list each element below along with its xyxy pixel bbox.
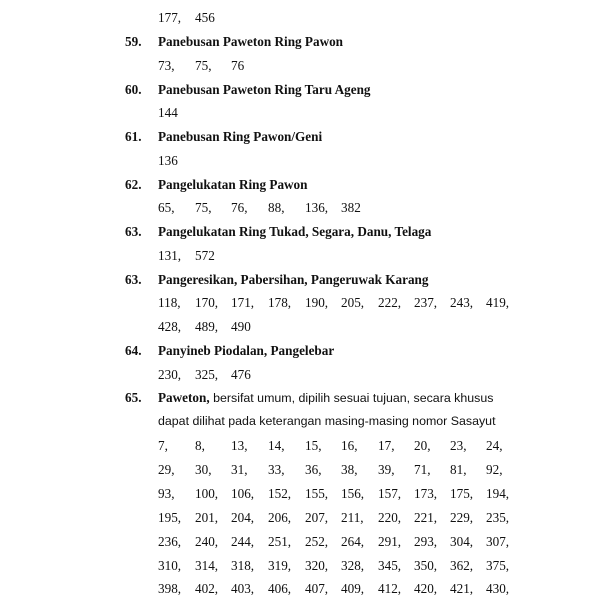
page-number: 195,	[158, 510, 182, 525]
page-number: 173,	[414, 486, 438, 501]
page-number: 421,	[450, 581, 474, 596]
page-number: 144	[158, 105, 178, 120]
entry-title	[158, 177, 308, 193]
entry-title-text: Panebusan Paweton Ring Pawon	[158, 34, 344, 49]
page-number: 572	[195, 248, 215, 263]
page-number: 314,	[195, 558, 219, 573]
page-number: 318,	[231, 558, 255, 573]
page-number: 456	[195, 10, 215, 25]
page-number: 30,	[195, 462, 212, 477]
page-number: 419,	[486, 295, 510, 310]
entry-title	[158, 82, 371, 98]
page-number: 207,	[305, 510, 329, 525]
entry-title	[158, 129, 322, 145]
page-number: 489,	[195, 319, 219, 334]
page-number: 229,	[450, 510, 474, 525]
page-number: 407,	[305, 581, 329, 596]
entry-number: 59.	[125, 34, 142, 49]
page-number: 328,	[341, 558, 365, 573]
page-number: 15,	[305, 438, 322, 453]
entry-title	[158, 343, 334, 359]
entry-title	[158, 224, 431, 240]
page-number: 237,	[414, 295, 438, 310]
page-number: 204,	[231, 510, 255, 525]
page-number: 244,	[231, 534, 255, 549]
entry-title-text: Panebusan Paweton Ring Taru Ageng	[158, 82, 371, 97]
entry-title-text: Pangelukatan Ring Tukad, Segara, Danu, Telaga	[158, 224, 432, 239]
page-number: 136	[158, 153, 178, 168]
page-number: 29,	[158, 462, 175, 477]
entry-title	[158, 272, 429, 288]
page-number: 17,	[378, 438, 395, 453]
page-number: 409,	[341, 581, 365, 596]
page-number: 76	[231, 58, 245, 73]
entry-title-text: Paweton,	[158, 390, 210, 405]
page-number: 92,	[486, 462, 503, 477]
page-number: 16,	[341, 438, 358, 453]
page-number: 230,	[158, 367, 182, 382]
page-number: 65,	[158, 200, 175, 215]
page-number: 33,	[268, 462, 285, 477]
page-number: 490	[231, 319, 251, 334]
page-number: 118,	[158, 295, 181, 310]
page-number: 375,	[486, 558, 510, 573]
entry-title-text: Panebusan Ring Pawon/Geni	[158, 129, 323, 144]
entry-title	[158, 390, 493, 406]
entry-title-text: Panyineb Piodalan, Pangelebar	[158, 343, 335, 358]
entry-number: 65.	[125, 390, 142, 405]
entry-number: 63.	[125, 272, 142, 287]
page-number: 382	[341, 200, 361, 215]
page-number: 403,	[231, 581, 255, 596]
page-number: 20,	[414, 438, 431, 453]
page-number: 14,	[268, 438, 285, 453]
entry-title-description: bersifat umum, dipilih sesuai tujuan, secara khusus	[209, 391, 494, 405]
entry-title-description-line: dapat dilihat pada keterangan masing-masing nomor Sasayut	[158, 414, 496, 428]
page-number: 178,	[268, 295, 292, 310]
page-number: 325,	[195, 367, 219, 382]
page-number: 240,	[195, 534, 219, 549]
page-number: 211,	[341, 510, 364, 525]
page-number: 7,	[158, 438, 168, 453]
page-number: 106,	[231, 486, 255, 501]
page-number: 345,	[378, 558, 402, 573]
page-number: 304,	[450, 534, 474, 549]
page-number: 24,	[486, 438, 503, 453]
page-number: 155,	[305, 486, 329, 501]
page-number: 264,	[341, 534, 365, 549]
entry-number: 62.	[125, 177, 142, 192]
page-number: 100,	[195, 486, 219, 501]
page-number: 293,	[414, 534, 438, 549]
page-number: 319,	[268, 558, 292, 573]
page-number: 177,	[158, 10, 182, 25]
page-number: 76,	[231, 200, 248, 215]
page-number: 428,	[158, 319, 182, 334]
page-number: 75,	[195, 200, 212, 215]
page-number: 71,	[414, 462, 431, 477]
page-number: 13,	[231, 438, 248, 453]
page-number: 136,	[305, 200, 329, 215]
page-number: 398,	[158, 581, 182, 596]
page-number: 291,	[378, 534, 402, 549]
page-number: 206,	[268, 510, 292, 525]
page-number: 412,	[378, 581, 402, 596]
entry-number: 63.	[125, 224, 142, 239]
page-number: 81,	[450, 462, 467, 477]
page-number: 222,	[378, 295, 402, 310]
page-number: 73,	[158, 58, 175, 73]
page-number: 156,	[341, 486, 365, 501]
entry-title-text: Pangelukatan Ring Pawon	[158, 177, 308, 192]
page-number: 157,	[378, 486, 402, 501]
page-number: 252,	[305, 534, 329, 549]
page-number: 75,	[195, 58, 212, 73]
page-number: 36,	[305, 462, 322, 477]
page-number: 131,	[158, 248, 182, 263]
page-number: 38,	[341, 462, 358, 477]
entry-number: 64.	[125, 343, 142, 358]
page-number: 194,	[486, 486, 510, 501]
page-number: 362,	[450, 558, 474, 573]
page-number: 152,	[268, 486, 292, 501]
page-number: 31,	[231, 462, 248, 477]
page-number: 310,	[158, 558, 182, 573]
page-number: 221,	[414, 510, 438, 525]
page-number: 205,	[341, 295, 365, 310]
page-number: 23,	[450, 438, 467, 453]
page-number: 171,	[231, 295, 255, 310]
page-number: 350,	[414, 558, 438, 573]
page-number: 236,	[158, 534, 182, 549]
page-number: 175,	[450, 486, 474, 501]
page-number: 235,	[486, 510, 510, 525]
page-number: 307,	[486, 534, 510, 549]
page-number: 420,	[414, 581, 438, 596]
page-number: 39,	[378, 462, 395, 477]
page-number: 201,	[195, 510, 219, 525]
page-number: 93,	[158, 486, 175, 501]
page-number: 251,	[268, 534, 292, 549]
page-number: 88,	[268, 200, 285, 215]
page-number: 170,	[195, 295, 219, 310]
page-number: 190,	[305, 295, 329, 310]
entry-title	[158, 34, 343, 50]
page-number: 320,	[305, 558, 329, 573]
page-number: 476	[231, 367, 251, 382]
entry-number: 60.	[125, 82, 142, 97]
page-number: 430,	[486, 581, 510, 596]
page-number: 406,	[268, 581, 292, 596]
page-number: 220,	[378, 510, 402, 525]
entry-number: 61.	[125, 129, 142, 144]
page-number: 402,	[195, 581, 219, 596]
entry-title-text: Pangeresikan, Pabersihan, Pangeruwak Karang	[158, 272, 429, 287]
page-number: 8,	[195, 438, 205, 453]
page-number: 243,	[450, 295, 474, 310]
